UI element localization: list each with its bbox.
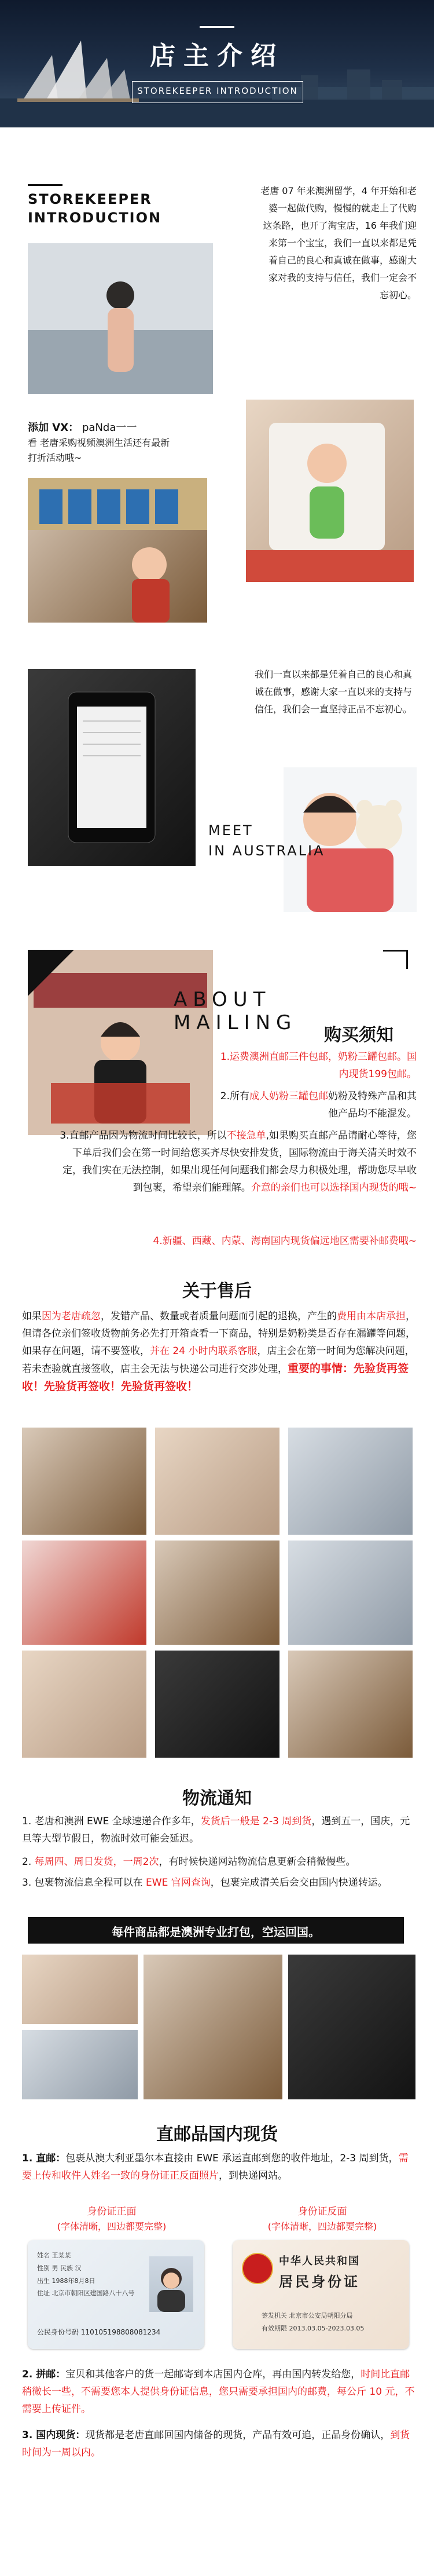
logistics-item1-a: 1. 老唐和澳洲 EWE 全球速递合作多年， bbox=[22, 1816, 201, 1827]
id-back-note: (字体清晰，四边都要完整) bbox=[267, 2221, 377, 2232]
intro-heading-rule bbox=[28, 184, 62, 186]
id-back-valid: 有效期限 2013.03.05-2023.03.05 bbox=[262, 2325, 365, 2332]
direct-item2-a: 2. 拼邮： bbox=[22, 2369, 66, 2380]
about-corner-right bbox=[383, 950, 408, 969]
intro-quote: 我们一直以来都是凭着自己的良心和真诚在做事，感谢大家一直以来的支持与信任，我们会一直坚持正品不忘初心。 bbox=[255, 669, 413, 715]
logistics-item2 bbox=[22, 1853, 415, 1871]
photo-baby-bear bbox=[284, 767, 417, 912]
aftersale-title: 关于售后 bbox=[182, 1281, 252, 1301]
id-front-name: 姓名 王某某 bbox=[37, 2252, 71, 2259]
id-front-address: 住址 北京市朝阳区建国路八十八号 bbox=[37, 2289, 135, 2297]
id-front-number: 公民身份号码 110105198808081234 bbox=[37, 2328, 161, 2336]
photo-beach-portrait bbox=[28, 243, 213, 394]
id-front-photo bbox=[149, 2256, 193, 2312]
direct-item1-a: 1. 直邮： bbox=[22, 2153, 66, 2164]
id-back-authority: 签发机关 北京市公安局朝阳分局 bbox=[262, 2312, 353, 2319]
wechat-description: 看 老唐采购视频澳洲生活还有最新打折活动哦~ bbox=[28, 437, 170, 463]
id-front-label: 身份证正面 bbox=[87, 2206, 137, 2218]
purchase-item3-a: 3.直邮产品因为物流时间比较长，所以 bbox=[60, 1130, 227, 1141]
purchase-item3-b: 不接急单 bbox=[226, 1130, 266, 1141]
direct-item2-b: 宝贝和其他客户的货一起邮寄到本店国内仓库，再由国内转发给您， bbox=[65, 2369, 361, 2380]
packing-photo-3 bbox=[144, 1955, 282, 2099]
grid-photo-4 bbox=[22, 1541, 146, 1645]
logistics-item1 bbox=[22, 1813, 415, 1847]
meet-line1: MEET bbox=[208, 822, 253, 839]
logistics-item3 bbox=[22, 1874, 415, 1891]
aftersale-p1-c: ，发错产品、数量或者质量问题而引起的退换，产生的 bbox=[101, 1311, 337, 1322]
logistics-item3-c: ，包裹完成清关后会交由国内快递转运。 bbox=[210, 1877, 388, 1889]
logistics-item3-a: 3. 包裹物流信息全程可以在 bbox=[22, 1877, 146, 1889]
purchase-item1: 1.运费澳洲直邮三件包邮，奶粉三罐包邮。国内现货199包邮。 bbox=[220, 1051, 417, 1080]
direct-item3-a: 3. 国内现货： bbox=[22, 2429, 86, 2441]
direct-item1-d: ，到快递网站。 bbox=[219, 2170, 288, 2182]
header-banner bbox=[0, 0, 434, 127]
direct-item1-c: 需要上传和收件人姓名一致的身份证正反面照片 bbox=[22, 2153, 409, 2182]
wechat-label: 添加 VX： bbox=[28, 422, 79, 434]
direct-item2 bbox=[22, 2366, 415, 2418]
id-card-front bbox=[28, 2240, 204, 2349]
logistics-item3-b: EWE 官网查询 bbox=[146, 1877, 211, 1889]
purchase-item2-c: 奶粉及特殊产品和其他产品均不能混发。 bbox=[328, 1091, 417, 1119]
wechat-id[interactable]: paNda一一 bbox=[82, 422, 137, 434]
grid-photo-7 bbox=[22, 1651, 146, 1758]
aftersale-p1-d: 费用由本店承担 bbox=[337, 1311, 406, 1322]
packing-photos bbox=[22, 1955, 415, 2105]
purchase-item3-d: 介意的亲们也可以选择国内现货的哦~ bbox=[251, 1182, 417, 1194]
id-front-note: (字体清晰，四边都要完整) bbox=[57, 2221, 167, 2232]
logistics-title: 物流通知 bbox=[182, 1788, 252, 1809]
grid-photo-1 bbox=[22, 1428, 146, 1535]
id-card-back bbox=[233, 2240, 409, 2349]
photo-receipt-phone bbox=[28, 669, 196, 866]
purchase-item2 bbox=[214, 1088, 417, 1122]
logistics-item2-a: 2. bbox=[22, 1856, 35, 1868]
grid-photo-6 bbox=[288, 1541, 413, 1645]
packing-photo-1 bbox=[22, 1955, 138, 2024]
direct-item3-b: 现货都是老唐直邮回国内储备的现货，产品有效可追，正品身份确认， bbox=[85, 2429, 391, 2441]
logistics-item2-c: ，有时候快递网站物流信息更新会稍微慢些。 bbox=[159, 1856, 356, 1868]
direct-item1 bbox=[22, 2150, 415, 2185]
packing-photo-4 bbox=[288, 1955, 415, 2099]
about-mailing-heading: ABOUT MAILING bbox=[174, 988, 297, 1034]
aftersale-p1-h: 重要的事情：先验货再签收！先验货再签收！先验货再签收！ bbox=[22, 1362, 409, 1393]
aftersale-paragraph bbox=[22, 1308, 415, 1396]
logistics-item1-b: 发货后一般是 2-3 周到货 bbox=[200, 1816, 312, 1827]
purchase-item4: 4.新疆、西藏、内蒙、海南国内现货偏远地区需要补邮费哦~ bbox=[153, 1235, 417, 1247]
aftersale-p1-b: 因为老唐疏忽 bbox=[42, 1311, 101, 1322]
logistics-item2-b: 每周四、周日发货，一周2次 bbox=[34, 1856, 159, 1868]
purchase-item3 bbox=[57, 1127, 417, 1196]
purchase-item3-c: ,如果购买直邮产品请耐心等待，您下单后我们会在第一时间给您买齐尽快安排发货，国际物流由于海关清关时效不定，我们实在无法控制，如果出现任何问题我们都会尽力积极处理，帮助您尽早收到包裹，希望亲们能理解。 bbox=[62, 1130, 417, 1194]
meet-line2: IN AUSTRALIA bbox=[208, 843, 325, 859]
national-emblem-icon bbox=[242, 2253, 273, 2284]
about-corner-left bbox=[28, 950, 74, 996]
intro-heading-line1: STOREKEEPER bbox=[28, 191, 152, 207]
aftersale-p1-g: ，店主会在第一时间为您解决问题，若未查验就直接签收，店主会无法与快递公司进行交涉处理， bbox=[22, 1345, 415, 1375]
direct-item1-b: 包裹从澳大利亚墨尔本直接由 EWE 承运直邮到您的收件地址，2-3 周到货， bbox=[65, 2153, 399, 2164]
packing-banner-text: 每件商品都是澳洲专业打包，空运回国。 bbox=[112, 1925, 320, 1939]
grid-photo-2 bbox=[155, 1428, 279, 1535]
grid-photo-5 bbox=[155, 1541, 279, 1645]
aftersale-p1-e: ，但请各位亲们签收货物前务必先打开箱查看一下商品，特别是奶粉类是否存在漏罐等问题，如果存在问题，请不要签收， bbox=[22, 1311, 415, 1357]
packing-photo-2 bbox=[22, 2030, 138, 2099]
grid-photo-9 bbox=[288, 1651, 413, 1758]
grid-photo-3 bbox=[288, 1428, 413, 1535]
id-back-label: 身份证反面 bbox=[297, 2206, 347, 2218]
purchase-title: 购买须知 bbox=[324, 1025, 393, 1045]
photo-baby-supermarket bbox=[246, 400, 414, 582]
id-back-title: 中华人民共和国 bbox=[279, 2255, 360, 2267]
intro-paragraph: 老唐 07 年来澳洲留学，4 年开始和老婆一起做代购，慢慢的就走上了代购这条路，也开了淘宝店，16 年我们迎来第一个宝宝，我们一直以来都是凭着自己的良心和真诚在做事，感谢大家对我的支持与信任，我们一定会不忘初心。 bbox=[260, 185, 417, 301]
direct-title: 直邮品国内现货 bbox=[156, 2124, 278, 2145]
direct-item3-c: 到货时间为一周以内。 bbox=[22, 2429, 410, 2458]
id-front-birth: 出生 1988年8月8日 bbox=[37, 2277, 95, 2285]
logistics-item1-c: ，遇到五一，国庆，元旦等大型节假日，物流时效可能会延迟。 bbox=[22, 1816, 410, 1845]
aftersale-p1-f: 并在 24 小时内联系客服 bbox=[150, 1345, 258, 1357]
photo-baby-formula-shelf bbox=[28, 478, 207, 623]
id-back-subtitle: 居民身份证 bbox=[279, 2274, 360, 2290]
purchase-item2-a: 2.所有 bbox=[220, 1091, 249, 1102]
title-accent-line bbox=[200, 26, 234, 28]
photo-grid bbox=[22, 1428, 413, 1758]
page-title: 店主介绍 bbox=[150, 41, 284, 71]
direct-item2-c: 时间比直邮稍微长一些，不需要您本人提供身份证信息，您只需要承担国内的邮费，每公斤 10 元，不需要上传证件。 bbox=[22, 2369, 415, 2415]
intro-heading-line2: INTRODUCTION bbox=[28, 210, 162, 226]
direct-item3 bbox=[22, 2427, 415, 2461]
grid-photo-8 bbox=[155, 1651, 279, 1758]
id-front-sex: 性别 男 民族 汉 bbox=[37, 2264, 82, 2272]
page-subtitle: STOREKEEPER INTRODUCTION bbox=[137, 86, 298, 96]
purchase-item2-b: 成人奶粉三罐包邮 bbox=[249, 1091, 328, 1102]
aftersale-p1-a: 如果 bbox=[22, 1311, 42, 1322]
